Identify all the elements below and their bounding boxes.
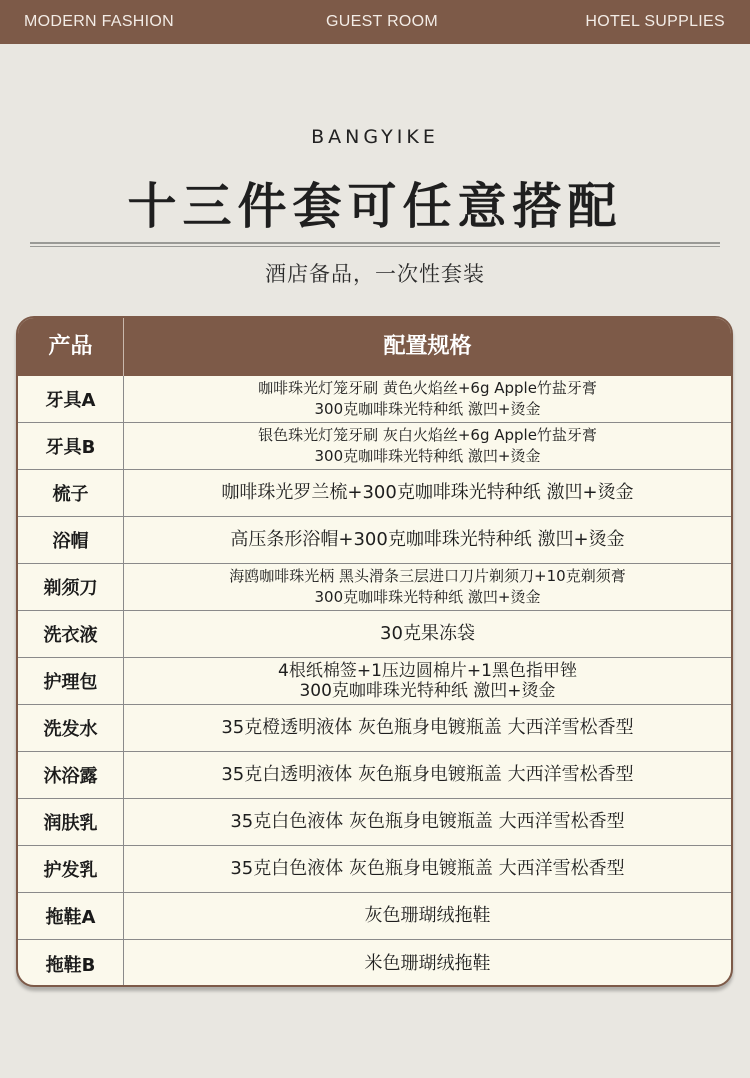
product-spec: [124, 376, 731, 422]
banner-text-hotel-supplies: HOTEL SUPPLIES: [585, 13, 725, 30]
product-name: 拖鞋B: [18, 940, 124, 987]
spec-line: 咖啡珠光罗兰梳+300克咖啡珠光特种纸 激凹+烫金: [221, 482, 634, 503]
brand-logo-text: BANGYIKE: [311, 126, 439, 148]
banner-text-guest-room: GUEST ROOM: [326, 13, 439, 30]
product-name: 梳子: [18, 470, 124, 516]
spec-table: [16, 316, 733, 987]
table-row: [18, 564, 731, 611]
spec-line: 300克咖啡珠光特种纸 激凹+烫金: [314, 588, 541, 606]
table-row: [18, 705, 731, 752]
product-name: 润肤乳: [18, 799, 124, 845]
table-row: [18, 799, 731, 846]
header-product: 产品: [18, 318, 124, 376]
product-spec: [124, 893, 731, 939]
table-row: [18, 470, 731, 517]
spec-line: 4根纸棉签+1压边圆棉片+1黑色指甲锉: [278, 661, 577, 681]
product-name: 护发乳: [18, 846, 124, 892]
product-name: 浴帽: [18, 517, 124, 563]
product-spec: [124, 752, 731, 798]
spec-line: 灰色珊瑚绒拖鞋: [364, 905, 491, 926]
product-spec: [124, 423, 731, 469]
spec-line: 高压条形浴帽+300克咖啡珠光特种纸 激凹+烫金: [230, 529, 625, 550]
product-name: 剃须刀: [18, 564, 124, 610]
spec-line: 30克果冻袋: [380, 623, 475, 644]
top-banner: [0, 0, 750, 44]
spec-line: 米色珊瑚绒拖鞋: [364, 952, 491, 974]
header-spec: 配置规格: [383, 334, 472, 359]
product-spec: [124, 799, 731, 845]
table-body: [18, 376, 731, 987]
spec-line: 海鸥咖啡珠光柄 黑头滑条三层进口刀片剃须刀+10克剃须膏: [229, 567, 626, 585]
table-row: [18, 658, 731, 705]
table-row: [18, 423, 731, 470]
banner-text-modern-fashion: MODERN FASHION: [24, 13, 174, 30]
product-name: 沐浴露: [18, 752, 124, 798]
page-subtitle: 酒店备品，一次性套装: [265, 262, 485, 286]
product-spec: [124, 658, 731, 704]
product-name: 拖鞋A: [18, 893, 124, 939]
table-row: [18, 376, 731, 423]
table-header: [18, 318, 731, 376]
table-row: [18, 846, 731, 893]
divider: [30, 242, 720, 247]
table-row: [18, 752, 731, 799]
spec-line: 35克白色液体 灰色瓶身电镀瓶盖 大西洋雪松香型: [230, 811, 625, 832]
table-row: [18, 611, 731, 658]
table-row: [18, 517, 731, 564]
product-name: 牙具B: [18, 423, 124, 469]
spec-line: 35克白透明液体 灰色瓶身电镀瓶盖 大西洋雪松香型: [221, 764, 634, 785]
table-row: [18, 893, 731, 940]
product-spec: [124, 705, 731, 751]
product-name: 牙具A: [18, 376, 124, 422]
spec-line: 咖啡珠光灯笼牙刷 黄色火焰丝+6g Apple竹盐牙膏: [258, 379, 597, 397]
page-title: 十三件套可任意搭配: [127, 178, 623, 235]
spec-line: 300克咖啡珠光特种纸 激凹+烫金: [299, 681, 556, 701]
product-name: 洗发水: [18, 705, 124, 751]
spec-line: 35克白色液体 灰色瓶身电镀瓶盖 大西洋雪松香型: [230, 858, 625, 879]
product-name: 洗衣液: [18, 611, 124, 657]
product-spec: [124, 611, 731, 657]
product-spec: [124, 940, 731, 987]
spec-line: 300克咖啡珠光特种纸 激凹+烫金: [314, 447, 541, 465]
spec-line: 银色珠光灯笼牙刷 灰白火焰丝+6g Apple竹盐牙膏: [258, 426, 597, 444]
product-name: 护理包: [18, 658, 124, 704]
spec-line: 300克咖啡珠光特种纸 激凹+烫金: [314, 400, 541, 418]
product-spec: [124, 564, 731, 610]
product-spec: [124, 470, 731, 516]
table-row: [18, 940, 731, 987]
product-spec: [124, 517, 731, 563]
spec-line: 35克橙透明液体 灰色瓶身电镀瓶盖 大西洋雪松香型: [221, 717, 634, 738]
product-spec: [124, 846, 731, 892]
